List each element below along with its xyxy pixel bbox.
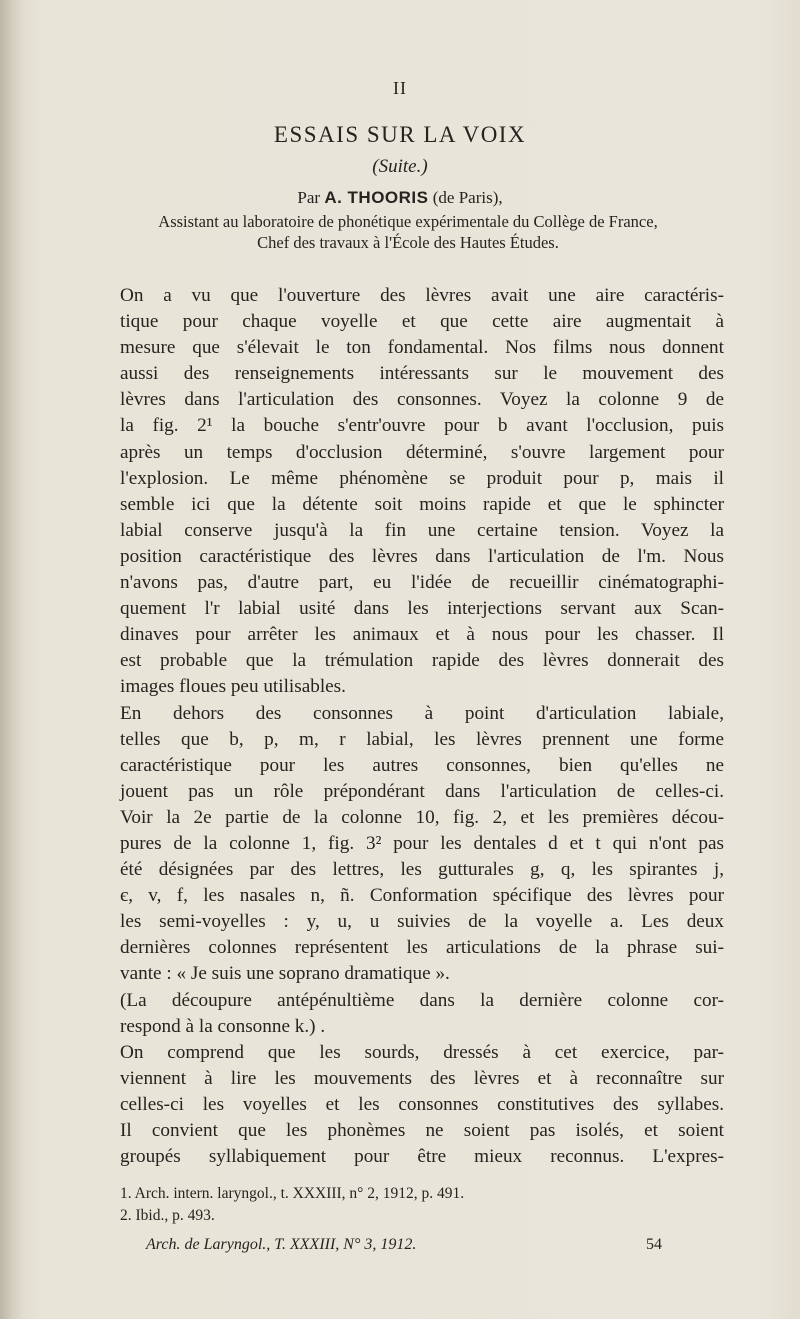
body-line: jouent pas un rôle prépondérant dans l'articulation de celles-ci. <box>120 780 724 802</box>
body-line: position caractéristique des lèvres dans l'articulation de l'm. Nous <box>120 545 724 567</box>
body-line: n'avons pas, d'autre part, eu l'idée de recueillir cinématographi- <box>120 572 724 594</box>
footnote: 2. Ibid., p. 493. <box>120 1207 215 1224</box>
body-line: On comprend que les sourds, dressés à cet exercice, par- <box>120 1041 724 1063</box>
body-line: tique pour chaque voyelle et que cette aire augmentait à <box>120 311 724 333</box>
affiliation-line-2: Chef des travaux à l'École des Hautes Études. <box>257 233 559 252</box>
body-line: aussi des renseignements intéressants sur le mouvement des <box>120 363 724 385</box>
body-line: dinaves pour arrêter les animaux et à nous pour les chasser. Il <box>120 624 724 646</box>
body-line: Voir la 2e partie de la colonne 10, fig. 2, et les premières décou- <box>120 806 724 828</box>
body-line: est probable que la trémulation rapide des lèvres donnerait des <box>120 650 724 672</box>
article-title: ESSAIS SUR LA VOIX <box>273 122 527 147</box>
author-name: A. THOORIS <box>324 188 429 207</box>
body-line: telles que b, p, m, r labial, les lèvres prennent une forme <box>120 728 724 750</box>
body-line: la fig. 2¹ la bouche s'entr'ouvre pour b avant l'occlusion, puis <box>120 415 724 437</box>
body-line: l'explosion. Le même phénomène se produit pour p, mais il <box>120 467 724 489</box>
article-subtitle: (Suite.) <box>372 156 428 177</box>
body-line: (La découpure antépénultième dans la dernière colonne cor- <box>120 989 724 1011</box>
byline <box>0 188 800 208</box>
page-number: 54 <box>646 1236 662 1253</box>
affiliation-line-1: Assistant au laboratoire de phonétique expérimentale du Collège de France, <box>158 212 658 231</box>
body-line: mesure que s'élevait le ton fondamental. Nos films nous donnent <box>120 337 724 359</box>
section-number: II <box>393 78 407 98</box>
body-line: celles-ci les voyelles et les consonnes constitutives des syllabes. <box>120 1093 724 1115</box>
body-line: respond à la consonne k.) . <box>120 1015 326 1037</box>
body-line: є, v, f, les nasales n, ñ. Conformation spécifique des lèvres pour <box>120 885 724 907</box>
body-line: En dehors des consonnes à point d'articulation labiale, <box>120 702 724 724</box>
body-line: lèvres dans l'articulation des consonnes. Voyez la colonne 9 de <box>120 389 724 411</box>
author-origin: (de Paris), <box>432 188 503 207</box>
body-line: groupés syllabiquement pour être mieux reconnus. L'expres- <box>120 1146 724 1168</box>
body-line: images floues peu utilisables. <box>120 676 346 698</box>
footnotes <box>120 1183 724 1227</box>
body-line: On a vu que l'ouverture des lèvres avait une aire caractéris- <box>120 285 724 306</box>
journal-reference: Arch. de Laryngol., T. XXXIII, N° 3, 1912. <box>146 1236 417 1253</box>
body-line: après un temps d'occlusion déterminé, s'ouvre largement pour <box>120 441 724 463</box>
body-line: viennent à lire les mouvements des lèvres et à reconnaître sur <box>120 1067 724 1089</box>
body-line: semble ici que la détente soit moins rapide et que le sphincter <box>120 493 724 515</box>
body-line: caractéristique pour les autres consonnes, bien qu'elles ne <box>120 754 724 776</box>
body-line: Il convient que les phonèmes ne soient pas isolés, et soient <box>120 1120 724 1141</box>
body-line: été désignées par des lettres, les gutturales g, q, les spirantes j, <box>120 859 724 881</box>
body-line: les semi-voyelles : y, u, u suivies de la voyelle a. Les deux <box>120 911 724 933</box>
body-text <box>120 283 724 1170</box>
footnote: 1. Arch. intern. laryngol., t. XXXIII, n° 2, 1912, p. 491. <box>120 1185 465 1202</box>
body-line: quement l'r labial usité dans les interjections servant aux Scan- <box>120 598 724 620</box>
body-line: vante : « Je suis une soprano dramatique ». <box>120 963 450 985</box>
body-line: pures de la colonne 1, fig. 3² pour les dentales d et t qui n'ont pas <box>120 832 724 854</box>
byline-prefix: Par <box>297 188 321 207</box>
body-line: dernières colonnes représentent les articulations de la phrase sui- <box>120 937 724 959</box>
body-line: labial conserve jusqu'à la fin une certaine tension. Voyez la <box>120 519 724 541</box>
